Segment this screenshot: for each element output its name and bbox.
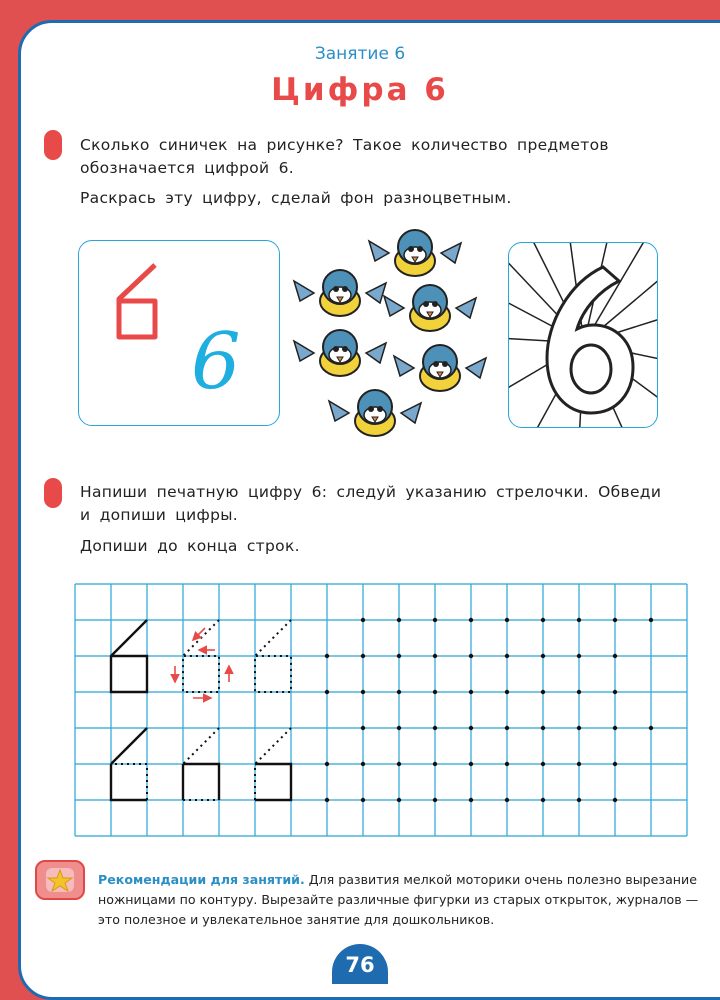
birds-illustration xyxy=(290,225,500,465)
recommendation-line1: Для развития мелкой моторики очень полезно вырезание xyxy=(304,872,697,887)
guide-dot xyxy=(325,798,329,802)
guide-dot xyxy=(541,762,545,766)
guide-dot xyxy=(541,690,545,694)
coloring-six-icon xyxy=(509,243,658,428)
guide-dot xyxy=(361,762,365,766)
handwritten-six-icon xyxy=(79,241,281,427)
guide-dot xyxy=(325,654,329,658)
guide-dot xyxy=(469,618,473,622)
guide-dot xyxy=(361,618,365,622)
guide-dot xyxy=(397,654,401,658)
lesson-label: Занятие 6 xyxy=(314,44,406,64)
recommendation-line3: это полезное и увлекательное занятие для дошкольников. xyxy=(98,912,495,927)
guide-dot xyxy=(505,726,509,730)
guide-dot xyxy=(541,798,545,802)
guide-dot xyxy=(397,690,401,694)
bullet-marker xyxy=(44,130,62,160)
six-sample xyxy=(111,728,147,764)
recommendation-line2: ножницами по контуру. Вырезайте различные фигурки из старых открыток, журналов — xyxy=(98,892,699,907)
guide-dot xyxy=(433,762,437,766)
guide-dot xyxy=(505,798,509,802)
guide-dot xyxy=(577,762,581,766)
guide-dot xyxy=(613,798,617,802)
six-trace xyxy=(255,728,291,764)
guide-dot xyxy=(649,726,653,730)
guide-dot xyxy=(433,726,437,730)
guide-dot xyxy=(613,726,617,730)
bird-icon xyxy=(384,285,476,331)
page-title: Цифра 6 xyxy=(271,72,449,108)
six-sample xyxy=(111,620,147,692)
guide-dot xyxy=(505,654,509,658)
guide-dot xyxy=(433,654,437,658)
guide-dot xyxy=(541,618,545,622)
guide-dot xyxy=(397,726,401,730)
guide-dot xyxy=(469,690,473,694)
recommendation-text xyxy=(98,870,708,930)
guide-dot xyxy=(541,654,545,658)
blue-digit: 6 xyxy=(191,317,241,407)
guide-dot xyxy=(469,726,473,730)
task2-line1: Напиши печатную цифру 6: следуй указанию стрелочки. Обведи xyxy=(80,483,662,501)
guide-dot xyxy=(613,654,617,658)
guide-dot xyxy=(577,654,581,658)
guide-dot xyxy=(541,726,545,730)
guide-dot xyxy=(433,690,437,694)
guide-dot xyxy=(361,654,365,658)
guide-dot xyxy=(361,726,365,730)
guide-dot xyxy=(613,690,617,694)
guide-dot xyxy=(469,798,473,802)
coloring-card xyxy=(508,242,658,428)
page-number: 76 xyxy=(332,944,388,984)
recommendation-heading: Рекомендации для занятий. xyxy=(98,872,305,887)
guide-dot xyxy=(577,798,581,802)
guide-dot xyxy=(433,798,437,802)
guide-dot xyxy=(505,762,509,766)
task2-line3: Допиши до конца строк. xyxy=(80,537,300,555)
guide-dot xyxy=(505,618,509,622)
six-trace xyxy=(183,728,219,764)
guide-dot xyxy=(469,654,473,658)
guide-dot xyxy=(649,618,653,622)
guide-dot xyxy=(505,690,509,694)
writing-grid xyxy=(74,580,694,844)
guide-dot xyxy=(577,618,581,622)
task1-line1: Сколько синичек на рисунке? Такое количество предметов xyxy=(80,136,609,154)
task1-line3: Раскрась эту цифру, сделай фон разноцветным. xyxy=(80,189,512,207)
star-icon xyxy=(37,862,83,898)
guide-dot xyxy=(469,762,473,766)
bird-icon xyxy=(329,390,421,436)
guide-dot xyxy=(613,762,617,766)
digit-card xyxy=(78,240,280,426)
guide-dot xyxy=(577,726,581,730)
task2-line2: и допиши цифры. xyxy=(80,506,238,524)
task1-line2: обозначается цифрой 6. xyxy=(80,159,294,177)
bird-icon xyxy=(294,270,386,316)
guide-dot xyxy=(361,690,365,694)
bullet-marker xyxy=(44,478,62,508)
guide-dot xyxy=(397,618,401,622)
six-sample xyxy=(255,764,291,800)
six-trace xyxy=(111,764,147,800)
guide-dot xyxy=(397,798,401,802)
guide-dot xyxy=(397,762,401,766)
guide-dot xyxy=(325,762,329,766)
bird-icon xyxy=(394,345,486,391)
guide-dot xyxy=(433,618,437,622)
guide-dot xyxy=(577,690,581,694)
guide-dot xyxy=(361,798,365,802)
guide-dot xyxy=(325,690,329,694)
six-sample xyxy=(183,764,219,800)
guide-dot xyxy=(613,618,617,622)
six-sample xyxy=(111,764,147,800)
star-badge xyxy=(35,860,85,900)
bird-icon xyxy=(294,330,386,376)
direction-arrow-icon xyxy=(193,628,205,640)
bird-icon xyxy=(369,230,461,276)
